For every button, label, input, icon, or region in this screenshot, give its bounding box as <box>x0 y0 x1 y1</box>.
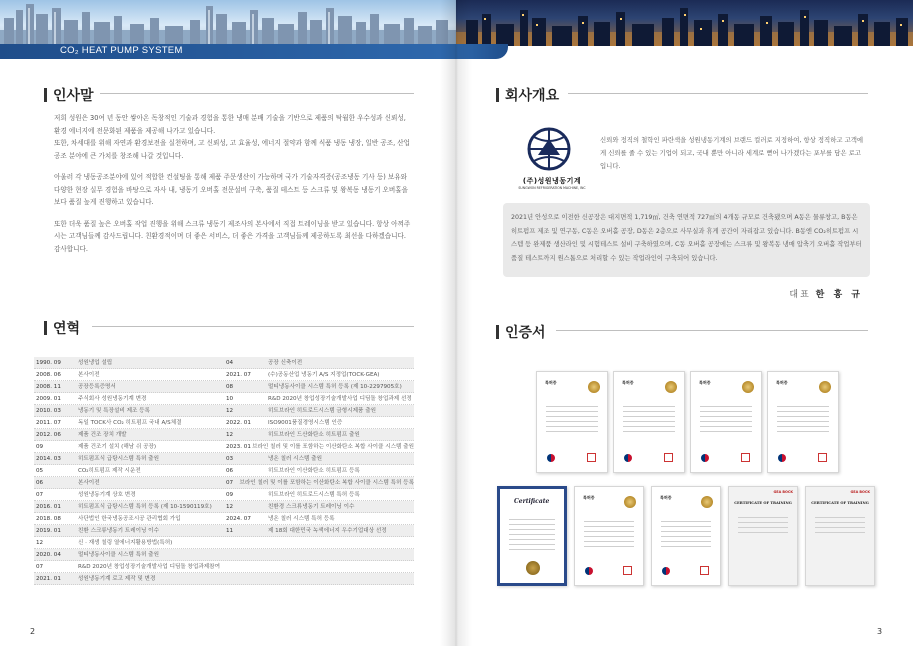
history-event: 히트브라인 히트로드시스템 금형시제품 출원 <box>268 408 377 414</box>
page-number-right: 3 <box>877 627 883 636</box>
history-date: 2016. 01 <box>36 504 61 510</box>
greeting-paragraph: 저희 성원은 30여 년 동안 쌓아온 독창적인 기술과 경험을 통한 냉매 분배 기술을 기반으로 제품의 탁월한 우수성과 신뢰성, 환경 에너지에 전문화된 제품을 제공해 나가고 있습니다. <box>54 114 406 135</box>
history-column <box>34 525 224 536</box>
heading-bar <box>44 321 47 335</box>
stamp-icon <box>700 566 709 575</box>
stamp-icon <box>623 566 632 575</box>
history-column <box>224 489 414 500</box>
history-event: 멀티냉동사이클 시스템 특허 출원 <box>78 552 159 558</box>
greeting-heading <box>44 85 94 105</box>
history-event: CO₂히트펌프 제작 시운전 <box>78 468 141 474</box>
heading-bar <box>496 88 499 102</box>
history-event: 본사이전 <box>78 372 100 378</box>
history-column <box>34 453 224 464</box>
history-row <box>34 501 414 513</box>
history-column <box>34 369 224 380</box>
history-date: 07 <box>36 492 44 498</box>
history-date: 2014. 03 <box>36 456 61 462</box>
history-event: 공장 신축이전 <box>268 360 303 366</box>
history-date: 2021. 01 <box>36 576 61 582</box>
history-row <box>34 477 414 489</box>
history-event: 히트브라인 이산화탄소 히트펌프 등록 <box>268 468 360 474</box>
history-date: 2020. 04 <box>36 552 61 558</box>
patent-certificate[interactable] <box>574 486 644 586</box>
history-column <box>224 429 414 440</box>
globe-logo-icon <box>512 125 587 177</box>
gold-seal-icon <box>588 381 600 393</box>
history-column <box>224 369 414 380</box>
history-event: 냉온 칠러 시스템 특허 등록 <box>268 516 335 522</box>
history-column <box>224 357 414 368</box>
history-column <box>224 525 414 536</box>
certificate-brand: GEA BOCK <box>850 490 870 494</box>
history-column <box>34 405 224 416</box>
history-column <box>34 489 224 500</box>
emblem-icon <box>778 454 786 462</box>
greeting-title: 인사말 <box>53 88 94 104</box>
history-date: 06 <box>36 480 44 486</box>
history-column <box>34 537 224 548</box>
patent-certificate[interactable] <box>651 486 721 586</box>
history-event <box>268 537 414 548</box>
history-column <box>224 381 414 392</box>
gold-seal-icon <box>819 381 831 393</box>
greeting-paragraph: 또한, 차세대를 위해 자연과 환경보전을 실천하며, 고 신뢰성, 고 효율성, 에너지 절약과 함께 식품 냉동 냉장, 일반 공조, 산업공조 분야에 큰 가치를 창조해 나갈 것입니다. <box>54 139 411 160</box>
heading-divider <box>100 93 414 94</box>
logo-company-name: (주)성원냉동기계 <box>522 177 582 185</box>
history-date: 09 <box>226 492 234 498</box>
banner-subtitle: CO₂ HEAT PUMP SYSTEM <box>60 45 183 56</box>
history-row <box>34 537 414 549</box>
history-row <box>34 573 414 585</box>
gold-seal-icon <box>624 496 636 508</box>
history-column <box>34 441 224 452</box>
stamp-icon <box>741 453 750 462</box>
heading-divider <box>568 93 868 94</box>
greeting-paragraph: 아울러 각 냉동공조분야에 있어 적합한 컨설팅을 통해 제품 주문생산이 가능하며 국가 기술자격증(공조냉동 기사 등) 보유와 다양한 현장 실무 경험을 바탕으로 자사 내, 냉동기 오버홀 전문설비 구축, 품질 테스트 등 스크류 및 왕복동 냉동기 오버홀을 보다 품질 높게 진행하고 있습니다. <box>54 173 409 206</box>
emblem-icon <box>547 454 555 462</box>
history-date: 06 <box>226 468 234 474</box>
history-column <box>224 465 414 476</box>
history-column <box>34 417 224 428</box>
history-event: 냉동기 및 특장설비 제조 등록 <box>78 408 150 414</box>
history-event: 성원냉업 설립 <box>78 360 113 366</box>
certificates-title: 인증서 <box>505 325 546 341</box>
logo-description: 신뢰와 정직의 철학인 파란색을 성원냉동기계의 브랜드 컬러로 지정하여, 항상 정직하고 고객에게 신뢰를 줄 수 있는 기업이 되고, 국내 뿐만 아니라 세계로 뻗어 나가겠다는 포부를 담은 로고입니다. <box>600 136 864 170</box>
history-table <box>34 357 414 585</box>
history-event: (수)공동산업 냉동기 A/S 지정업(TOCK-GEA) <box>268 372 380 378</box>
history-row <box>34 405 414 417</box>
heading-bar <box>496 325 499 339</box>
history-date: 2023. 01 <box>226 444 251 450</box>
history-event: 친환경 스크류냉동기 트레이닝 이수 <box>268 504 355 510</box>
patent-certificate[interactable] <box>690 371 762 473</box>
history-column <box>34 501 224 512</box>
history-event: R&D 2020년 창업성장기술개발사업 디딤돌 창업과제참여 <box>78 564 220 570</box>
emblem-icon <box>662 567 670 575</box>
history-column <box>34 573 224 584</box>
certificate-label: 특허증 <box>583 495 595 500</box>
logo-company-subtitle: SUNGWON REFRIGERATION MACHINE, INC <box>518 186 586 190</box>
history-column <box>34 465 224 476</box>
patent-certificate[interactable] <box>767 371 839 473</box>
company-description-box <box>503 203 870 277</box>
history-date: 08 <box>226 384 234 390</box>
banner-accent-band <box>456 44 508 59</box>
emblem-icon <box>624 454 632 462</box>
gold-seal-icon <box>665 381 677 393</box>
history-event: 냉온 칠러 시스템 출원 <box>268 456 322 462</box>
history-column <box>224 549 414 560</box>
history-title: 연혁 <box>53 321 81 337</box>
history-column <box>224 405 414 416</box>
history-column <box>34 477 224 488</box>
history-event: 주식회사 성원냉동기계 변경 <box>78 396 147 402</box>
history-row <box>34 489 414 501</box>
certificate-label: CERTIFICATE OF TRAINING <box>734 501 792 505</box>
history-event <box>268 573 414 584</box>
history-column <box>224 453 414 464</box>
history-row <box>34 525 414 537</box>
history-column <box>34 393 224 404</box>
history-date: 12 <box>226 432 234 438</box>
history-event: 친환 스크류냉동기 트레이닝 이수 <box>78 528 159 534</box>
history-column <box>224 393 414 404</box>
night-city-banner <box>456 0 913 46</box>
history-row <box>34 369 414 381</box>
history-column <box>34 381 224 392</box>
emblem-icon <box>701 454 709 462</box>
certificate-label: CERTIFICATE OF TRAINING <box>811 501 869 505</box>
history-heading <box>44 318 80 338</box>
history-column <box>224 573 414 584</box>
history-event <box>268 549 414 560</box>
history-date: 2021. 07 <box>226 372 251 378</box>
history-date: 12 <box>226 504 234 510</box>
history-event: 제 18회 대한민국 녹색에너지 우수기업대상 선정 <box>268 528 387 534</box>
history-event: ISO9001품질경영시스템 인증 <box>268 420 343 426</box>
history-row <box>34 549 414 561</box>
history-event: 히트브라인 히트로드시스템 특허 등록 <box>268 492 360 498</box>
certificate-label: Certificate <box>514 498 550 505</box>
certificate-label: 특허증 <box>660 495 672 500</box>
iso-certificate[interactable] <box>497 486 567 586</box>
page-number-left: 2 <box>30 627 36 636</box>
history-event: 본사이전 <box>78 480 100 486</box>
history-date: 12 <box>226 408 234 414</box>
certificate-brand: GEA BOCK <box>773 490 793 494</box>
history-event: 공장등록증명서 <box>78 384 116 390</box>
history-date: 03 <box>226 456 234 462</box>
history-column <box>224 513 414 524</box>
heading-divider <box>92 326 414 327</box>
history-column <box>34 513 224 524</box>
stamp-icon <box>818 453 827 462</box>
history-column <box>224 417 414 428</box>
history-date: 10 <box>226 396 234 402</box>
history-date <box>224 573 268 584</box>
certificate-label: 특허증 <box>545 380 557 385</box>
history-date <box>224 549 268 560</box>
patent-certificate[interactable] <box>536 371 608 473</box>
history-date: 2012. 06 <box>36 432 61 438</box>
history-row <box>34 357 414 369</box>
history-event: 제품 건조기 설치 (해남 쉬 공장) <box>78 444 157 450</box>
history-event: 제품 건조 장치 개발 <box>78 432 127 438</box>
history-event <box>268 561 414 572</box>
certificate-label: 특허증 <box>622 380 634 385</box>
history-column <box>34 429 224 440</box>
history-event: 성원냉동기계 상호 변경 <box>78 492 136 498</box>
history-date: 04 <box>226 360 234 366</box>
ceo-signature <box>789 287 863 300</box>
heading-divider <box>556 330 868 331</box>
city-skyline-banner <box>0 0 456 46</box>
certificates-heading <box>496 322 546 342</box>
history-column <box>34 357 224 368</box>
certificate-label: 특허증 <box>776 380 788 385</box>
history-column <box>224 537 414 548</box>
history-date: 07 <box>226 480 234 486</box>
history-date: 2019. 01 <box>36 528 61 534</box>
certificate-label: 특허증 <box>699 380 711 385</box>
banner-subtitle-band <box>0 44 456 59</box>
history-event: R&D 2020년 창업성장기술개발사업 디딤돌 창업과제 선정 <box>268 396 412 402</box>
history-date: 09 <box>36 444 44 450</box>
history-row <box>34 453 414 465</box>
seal-icon <box>526 561 540 575</box>
history-event: 신 · 재생 칠링 열에너지활용방법(특허) <box>78 540 173 546</box>
company-description: 2021년 안성으로 이전한 신공장은 대지면적 1,719㎡, 건축 연면적 727㎡의 4개동 규모로 건축됐으며 A동은 물류창고, B동은 히트펌프 제조 및 연구동, C동은 오버홀 공장, D동은 2층으로 사무실과 휴게 공간이 자리잡고 있습니다. B동엔 CO₂히트펌프 시스템 등 완제품 생산라인 및 시험테스트 설비 구축하였으며, C동 오버홀 공장에는 스크류 및 왕복동 냉매 압축기 오버홀 작업부터 품질 테스트까지 원스톱으로 처리할 수 있는 작업라인이 구축되어 있습니다. <box>511 214 862 262</box>
signature-role: 대표 <box>789 290 811 300</box>
history-date: 11 <box>226 528 234 534</box>
history-date: 05 <box>36 468 44 474</box>
history-row <box>34 561 414 573</box>
stamp-icon <box>664 453 673 462</box>
history-row <box>34 393 414 405</box>
history-event: 브라인 칠러 및 이를 포함하는 이산화탄소 복합 사이클 시스템 출원 <box>252 444 414 450</box>
history-event: 히트브라인 드산화탄소 히트펌프 출원 <box>268 432 360 438</box>
history-date <box>224 537 268 548</box>
history-column <box>34 549 224 560</box>
history-date: 12 <box>36 540 44 546</box>
history-date: 2024. 07 <box>226 516 251 522</box>
history-column <box>224 477 414 488</box>
heading-bar <box>44 88 47 102</box>
history-column <box>224 561 414 572</box>
history-row <box>34 429 414 441</box>
history-date: 1990. 09 <box>36 360 61 366</box>
history-event: 멀티냉동사이클 시스템 특허 등록 (제 10-2297905호) <box>268 384 402 390</box>
history-row <box>34 417 414 429</box>
history-event: 사단법인 한국냉동공조시공 관리협회 가입 <box>78 516 181 522</box>
history-date: 2008. 11 <box>36 384 61 390</box>
training-certificate[interactable] <box>728 486 798 586</box>
history-date: 07 <box>36 564 44 570</box>
history-event: 히트펌프식 급탕시스템 특허 등록 (제 10-1590119호) <box>78 504 212 510</box>
history-row <box>34 513 414 525</box>
greeting-paragraph: 또한 더욱 품질 높은 오버홀 작업 진행을 위해 스크류 냉동기 제조사의 본사에서 직접 트레이닝을 받고 있습니다. 항상 아껴주시는 고객님들께 감사드립니다. 친환경적이며 더 좋은 서비스, 더 좋은 가격을 고객님들께 제공하도록 최선을 다하겠습니다. 감사합니다. <box>54 219 411 253</box>
history-event: 성원냉동기계 로고 제작 및 변경 <box>78 576 156 582</box>
history-date: 2022. 01 <box>226 420 251 426</box>
overview-heading <box>496 85 559 105</box>
training-certificate[interactable] <box>805 486 875 586</box>
history-date <box>224 561 268 572</box>
gold-seal-icon <box>701 496 713 508</box>
history-row <box>34 465 414 477</box>
signature-name: 한 홍 규 <box>815 290 863 300</box>
history-date: 2010. 03 <box>36 408 61 414</box>
history-date: 2011. 07 <box>36 420 61 426</box>
history-row <box>34 381 414 393</box>
greeting-text <box>54 112 414 264</box>
patent-certificate[interactable] <box>613 371 685 473</box>
history-event: 히트펌프식 급탕시스템 특허 출원 <box>78 456 159 462</box>
history-column <box>34 561 224 572</box>
history-event: 브라인 칠러 및 이를 포함하는 이산화탄소 복합 사이클 시스템 특허 등록 <box>239 480 414 486</box>
history-date: 2008. 06 <box>36 372 61 378</box>
history-event: 독일 TOCK사 CO₂ 히트펌프 국내 A/S체결 <box>78 420 182 426</box>
stamp-icon <box>587 453 596 462</box>
gold-seal-icon <box>742 381 754 393</box>
history-column <box>224 441 414 452</box>
history-row <box>34 441 414 453</box>
overview-title: 회사개요 <box>505 88 560 104</box>
history-date: 2018. 08 <box>36 516 61 522</box>
history-column <box>224 501 414 512</box>
history-date: 2009. 01 <box>36 396 61 402</box>
emblem-icon <box>585 567 593 575</box>
